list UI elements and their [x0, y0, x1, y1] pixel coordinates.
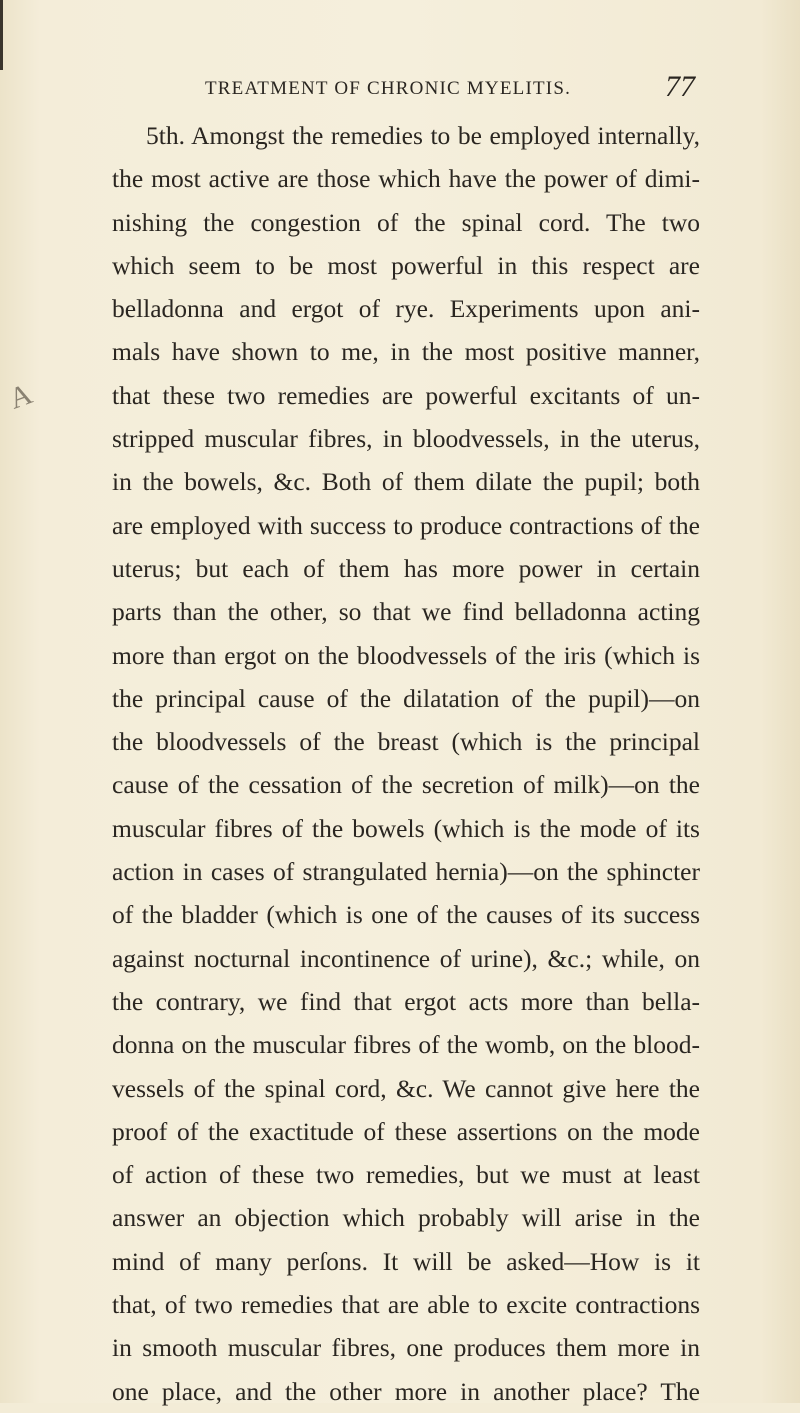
- text-line: 5th. Amongst the remedies to be employed internally,: [146, 121, 700, 150]
- body-paragraph: [112, 114, 700, 1413]
- text-line: nishing the congestion of the spinal cord. The two: [112, 207, 700, 237]
- text-line: parts than the other, so that we find belladonna acting: [112, 597, 700, 627]
- text-line: the most active are those which have the power of dimi-: [112, 164, 700, 194]
- binding-edge-line: [0, 0, 3, 70]
- text-line: are employed with success to produce contractions of the: [112, 510, 700, 540]
- text-line: that, of two remedies that are able to excite contractions: [112, 1290, 700, 1320]
- text-line: uterus; but each of them has more power in certain: [112, 553, 700, 583]
- text-line: vessels of the spinal cord, &c. We cannot give here the: [112, 1073, 700, 1103]
- text-line: which seem to be most powerful in this respect are: [112, 250, 700, 280]
- text-line: of the bladder (which is one of the causes of its success: [112, 900, 700, 930]
- text-line: the principal cause of the dilatation of the pupil)—on: [112, 683, 700, 713]
- page-number: 77: [665, 70, 695, 103]
- text-line: one place, and the other more in another place? The: [112, 1376, 700, 1406]
- text-line: of action of these two remedies, but we must at least: [112, 1160, 700, 1190]
- text-line: proof of the exactitude of these assertions on the mode: [112, 1116, 700, 1146]
- text-line: action in cases of strangulated hernia)—on the sphincter: [112, 857, 700, 887]
- margin-annotation: A: [4, 377, 37, 416]
- text-line: muscular fibres of the bowels (which is the mode of its: [112, 813, 700, 843]
- text-line: donna on the muscular fibres of the womb, on the blood-: [112, 1030, 700, 1060]
- text-line: in smooth muscular fibres, one produces them more in: [112, 1333, 700, 1363]
- running-title: TREATMENT OF CHRONIC MYELITIS.: [205, 78, 572, 99]
- text-line: stripped muscular fibres, in bloodvessels, in the uterus,: [112, 424, 700, 454]
- running-head: [205, 70, 695, 104]
- text-line: the contrary, we find that ergot acts more than bella-: [112, 986, 700, 1016]
- text-line: answer an objection which probably will arise in the: [112, 1203, 700, 1233]
- text-line: the bloodvessels of the breast (which is the principal: [112, 727, 700, 757]
- text-line: mals have shown to me, in the most positive manner,: [112, 337, 700, 367]
- text-line: mind of many perſons. It will be asked—How is it: [112, 1246, 700, 1276]
- text-line: that these two remedies are powerful excitants of un-: [112, 380, 700, 410]
- text-line: belladonna and ergot of rye. Experiments upon ani-: [112, 294, 700, 324]
- text-line: more than ergot on the bloodvessels of the iris (which is: [112, 640, 700, 670]
- text-line: against nocturnal incontinence of urine), &c.; while, on: [112, 943, 700, 973]
- text-line: cause of the cessation of the secretion of milk)—on the: [112, 770, 700, 800]
- text-line: in the bowels, &c. Both of them dilate the pupil; both: [112, 467, 700, 497]
